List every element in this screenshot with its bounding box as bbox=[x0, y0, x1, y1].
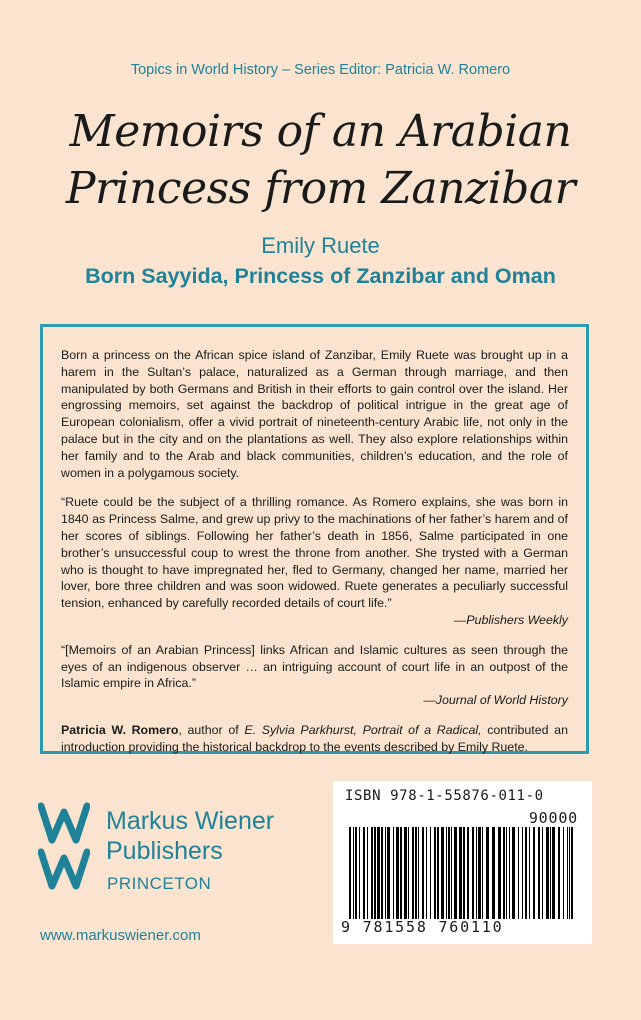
review-1-source: —Publishers Weekly bbox=[453, 612, 568, 627]
editor-rest: contributed an introduction providing the historical backdrop to the events described by Emily Ruete. bbox=[61, 722, 568, 754]
author-name: Emily Ruete bbox=[261, 233, 380, 258]
book-title bbox=[0, 103, 641, 217]
barcode-icon bbox=[347, 827, 579, 919]
editor-name: Patricia W. Romero bbox=[61, 722, 179, 737]
review-paragraph-2 bbox=[61, 642, 568, 709]
publisher-logo-icon bbox=[38, 800, 90, 890]
editor-book: E. Sylvia Parkhurst, Portrait of a Radical, bbox=[244, 722, 482, 737]
publisher-name-line-2: Publishers bbox=[106, 837, 223, 865]
publisher-name bbox=[106, 806, 274, 866]
publisher-name-line-1: Markus Wiener bbox=[106, 807, 275, 835]
review-paragraph-1 bbox=[61, 494, 568, 628]
barcode-box bbox=[333, 781, 592, 944]
publisher-url[interactable]: www.markuswiener.com bbox=[40, 927, 201, 944]
title-line-1: Memoirs of an Arabian bbox=[69, 106, 572, 157]
description-paragraph: Born a princess on the African spice island of Zanzibar, Emily Ruete was brought up in a harem in the Sultan’s palace, naturalized as a German through marriage, and then manipulated by both Germans and British in their efforts to gain control over the island. Her engrossing memoirs, set against the backdrop of political intrigue in the great age of European colonialism, offer a vivid portrait of nineteenth-century Arabic life, not only in the palace but in the city and on the plantations as well. They also explore relationships within her family and to the Arab and black communities, children’s education, and the role of women in a polygamous society. bbox=[61, 348, 568, 480]
blurb-box bbox=[40, 324, 589, 754]
publisher-city: PRINCETON bbox=[107, 874, 212, 893]
isbn-digits: 9 781558 760110 bbox=[341, 918, 504, 936]
review-1-text: “Ruete could be the subject of a thrilling romance. As Romero explains, she was born in 1840 as Princess Salme, and grew up privy to the machinations of her father’s harem and of her scores of siblings. Following her father’s death in 1856, Salme participated in one brother’s unsuccessful coup to wrest the throne from another. She trysted with a German who is thought to have impregnated her, fled to Germany, changed her name, married her lover, bore three children and was soon widowed. Ruete generates a peculiarly successful tension, enhanced by carefully recorded details of court life.” bbox=[61, 495, 568, 611]
book-subtitle: Born Sayyida, Princess of Zanzibar and Oman bbox=[85, 264, 556, 288]
editor-paragraph bbox=[61, 722, 568, 756]
review-2-text: “[Memoirs of an Arabian Princess] links African and Islamic cultures as seen through the eyes of an indigenous observer … an intriguing account of court life in an outpost of the Islamic empire in Africa.” bbox=[61, 642, 568, 691]
series-line: Topics in World History – Series Editor: Patricia W. Romero bbox=[130, 62, 511, 78]
isbn-label: ISBN 978-1-55876-011-0 bbox=[345, 788, 544, 804]
price-code: 90000 bbox=[528, 809, 578, 827]
review-2-source: —Journal of World History bbox=[423, 693, 568, 708]
title-line-2: Princess from Zanzibar bbox=[65, 163, 576, 214]
editor-mid: , author of bbox=[178, 722, 245, 737]
